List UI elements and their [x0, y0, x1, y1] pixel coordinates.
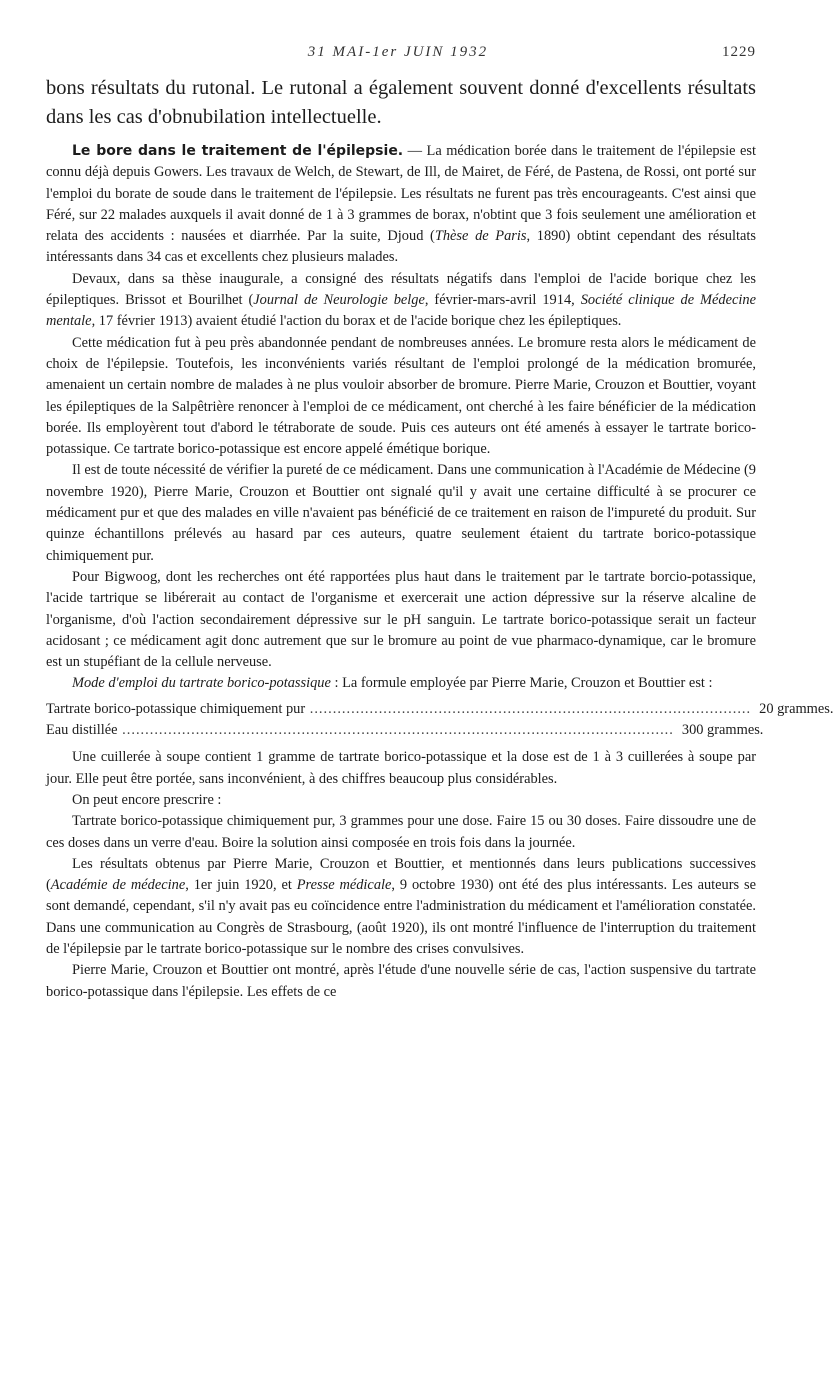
- paragraph-text: Les résultats obtenus par Pierre Marie, Crouzon et Bouttier, et mentionnés dans leurs publications successives (: [46, 855, 756, 894]
- page-number: 1229: [722, 44, 756, 60]
- citation-title: Société clinique de Médecine mentale: [46, 292, 756, 330]
- paragraph-text: , février-mars-avril 1914,: [424, 292, 581, 309]
- formula-block: [46, 699, 833, 742]
- paragraph-text: Devaux, dans sa thèse inaugurale, a consigné des résultats négatifs dans l'emploi de l'acide borique chez les épileptiques. Brissot et Bourilhet (: [46, 270, 756, 309]
- paragraph-bigwoog: Pour Bigwoog, dont les recherches ont été rapportées plus haut dans le traitement par le tartrate borcio-potassique, l'acide tartrique se libérerait au contact de l'organisme et exercerait une action dépressive sur la réserve alcaline de l'organisme, d'où l'action secondairement dépressive sur le pH sanguin. Le tartrate borico-potassique serait un facteur acidosant ; ce médicament agit donc autrement que sur le bromure au point de vue pharmaco-dynamique, car le bromure est un stupéfiant de la cellule nerveuse.: [46, 568, 756, 671]
- citation-title: Thèse de Paris: [434, 228, 527, 245]
- dot-leader: ................................................................................................: [305, 700, 752, 717]
- paragraph-dosage: Une cuillerée à soupe contient 1 gramme de tartrate borico-potassique et la dose est de 1 à 3 cuillerées à soupe par jour. Elle peut être portée, sans inconvénient, à des chiffres beaucoup plus considérables.: [46, 749, 756, 787]
- running-header: [40, 44, 756, 66]
- section-title: Le bore dans le traitement de l'épilepsie.: [72, 143, 404, 159]
- formula-quantity: 20 grammes.: [759, 700, 833, 717]
- paragraph-text: : La formule employée par Pierre Marie, Crouzon et Bouttier est :: [330, 675, 713, 692]
- section-paragraph-bore: [46, 141, 756, 269]
- subsection-title: Mode d'emploi du tartrate borico-potassique: [72, 675, 331, 692]
- paragraph-text: , 9 octobre 1930) ont été des plus intéressants. Les auteurs se sont demandé, cependant, s'il n'y avait pas eu coïncidence entre l'administration du médicament et l'amélioration constatée. Dans une communication au Congrès de Strasbourg, (août 1920), ils ont montré l'influence de l'interruption du traitement de l'épilepsie par le tartrate borico-potassique sur le nombre des crises convulsives.: [46, 877, 757, 957]
- paragraph-results: [46, 854, 756, 960]
- paragraph-prescription: Tartrate borico-potassique chimiquement pur, 3 grammes pour une dose. Faire 15 ou 30 doses. Faire dissoudre une de ces doses dans un verre d'eau. Boire la solution ainsi composée en trois fois dans la journée.: [46, 813, 756, 851]
- formula-ingredient: Tartrate borico-potassique chimiquement pur: [46, 700, 306, 717]
- paragraph-text: , 1er juin 1920, et: [185, 877, 297, 894]
- paragraph-prescribe: On peut encore prescrire :: [72, 791, 222, 808]
- citation-title: Presse médicale: [296, 877, 392, 894]
- paragraph-suspensive: Pierre Marie, Crouzon et Bouttier ont montré, après l'étude d'une nouvelle série de cas, l'action suspensive du tartrate borico-potassique dans l'épilepsie. Les effets de ce: [46, 962, 756, 1000]
- paragraph-text: , 17 février 1913) avaient étudié l'action du borax et de l'acide borique chez les épileptiques.: [91, 313, 622, 330]
- paragraph-purity: Il est de toute nécessité de vérifier la pureté de ce médicament. Dans une communication à l'Académie de Médecine (9 novembre 1920), Pierre Marie, Crouzon et Bouttier ont signalé qu'il y avait une certaine difficulté à se procurer ce médicament pur et que des malades en ville n'avaient pas bénéficié de ce traitement en raison de l'impureté du produit. Sur quinze échantillons prélevés au hasard par ces auteurs, quatre seulement étaient du tartrate borico-potassique chimiquement pur.: [46, 462, 756, 564]
- paragraph-devaux: [46, 269, 756, 333]
- formula-ingredient: Eau distillée: [46, 722, 118, 739]
- dot-leader: ........................................................................................................................: [117, 722, 674, 739]
- paragraph-medication: Cette médication fut à peu près abandonnée pendant de nombreuses années. Le bromure resta alors le médicament de choix de l'épilepsie. Toutefois, les inconvénients variés résultant de l'emploi prolongé de la médication bromurée, amenaient un certain nombre de malades à ne plus vouloir absorber de bromure. Pierre Marie, Crouzon et Bouttier, voyant les épileptiques de la Salpêtrière renoncer à l'emploi de ce médicament, ont cherché à les faire bénéficier de la médication borée. Ils employèrent tout d'abord le tétraborate de soude. Puis ces auteurs ont été amenés à essayer le tartrate borico-potassique. Ce tartrate borico-potassique est encore appelé émétique borique.: [46, 334, 756, 458]
- header-date: 31 MAI-1er JUIN 1932: [307, 44, 489, 60]
- article-body: [46, 74, 833, 1003]
- paragraph-text: , 1890) obtint cependant des résultats intéressants dans 34 cas et excellents chez plusieurs malades.: [46, 228, 756, 266]
- formula-row: [46, 720, 764, 741]
- paragraph-text: — La médication borée dans le traitement de l'épilepsie est connu déjà depuis Gowers. Les travaux de Welch, de Stewart, de Ill, de Mairet, de Féré, de Pastena, de Rossi, ont porté sur l'emploi du borate de soude dans le traitement de l'épilepsie. Les résultats ne furent pas très encourageants. C'est ainsi que Féré, sur 22 malades auxquels il avait donné de 1 à 3 grammes de borax, n'obtint que 3 fois seulement une amélioration et relata des accidents : nausées et diarrhée. Par la suite, Djoud (: [46, 143, 757, 245]
- paragraph-mode-emploi: [46, 673, 756, 694]
- formula-quantity: 300 grammes.: [681, 722, 764, 739]
- formula-row: [46, 699, 833, 720]
- citation-title: Journal de Neurologie belge: [253, 292, 425, 309]
- citation-title: Académie de médecine: [50, 877, 186, 894]
- lead-paragraph: bons résultats du rutonal. Le rutonal a également souvent donné d'excellents résultats dans les cas d'obnubilation intellectuelle.: [46, 77, 756, 128]
